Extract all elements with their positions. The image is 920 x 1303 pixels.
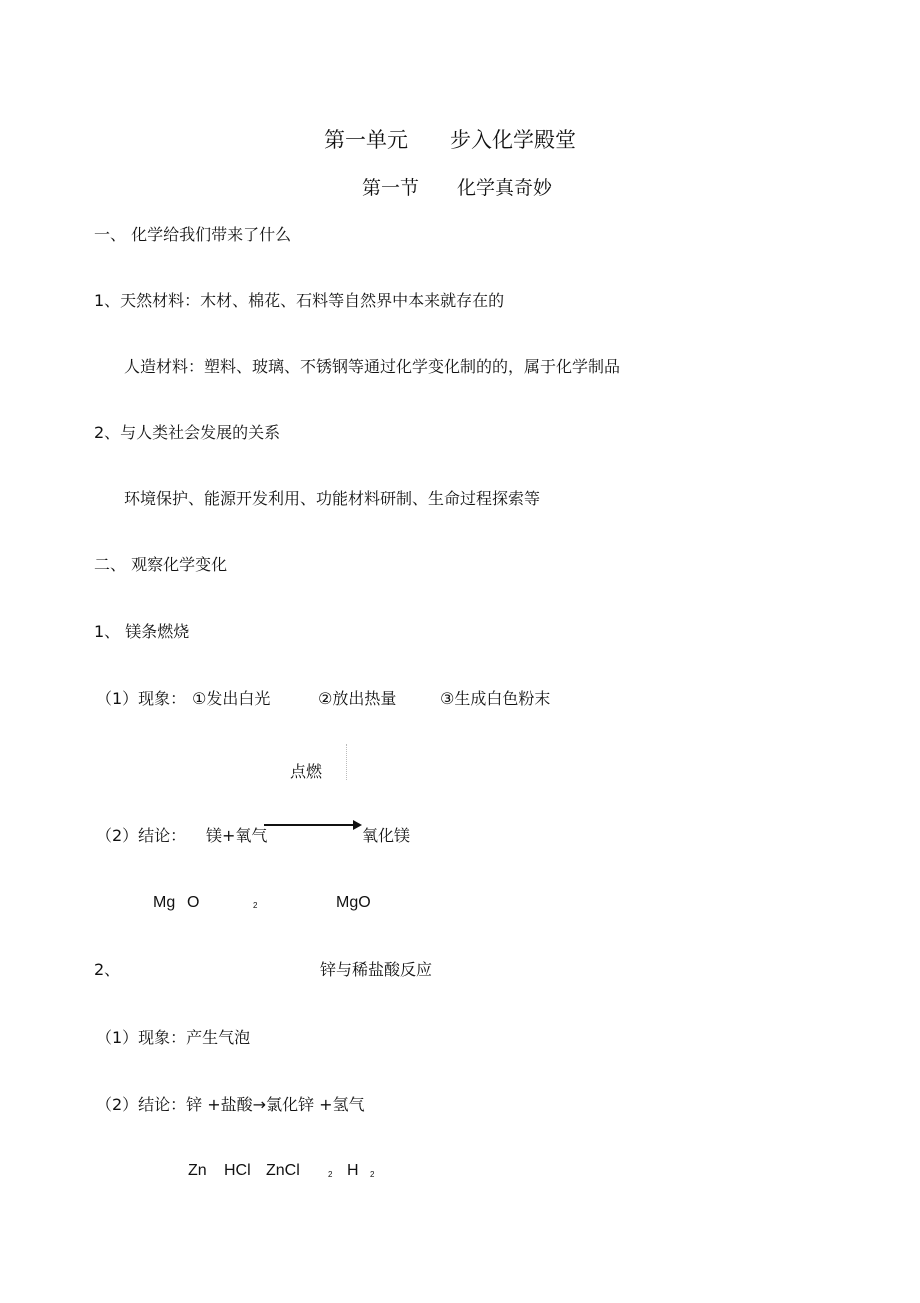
reaction-condition: 点燃 xyxy=(290,762,323,781)
experiment1-product: 氧化镁 xyxy=(362,826,411,845)
experiment1-phenomenon-2: ②放出热量 xyxy=(318,689,397,708)
experiment1-reactants: 镁+氧气 xyxy=(206,826,268,845)
experiment1-title: 1、 镁条燃烧 xyxy=(94,622,190,641)
part1-item2: 2、与人类社会发展的关系 xyxy=(94,423,281,442)
experiment2-number: 2、 xyxy=(94,960,121,979)
formula-zn: Zn xyxy=(188,1162,207,1179)
experiment2-conclusion: （2）结论：锌 +盐酸→氯化锌 +氢气 xyxy=(96,1095,365,1114)
formula-zncl-subscript: 2 xyxy=(328,1170,333,1179)
formula-o-subscript: 2 xyxy=(253,901,258,910)
formula-mgo: MgO xyxy=(336,894,371,911)
formula-mg: Mg xyxy=(153,894,176,911)
part1-item1: 1、天然材料：木材、棉花、石料等自然界中本来就存在的 xyxy=(94,291,505,310)
part1-item1-continued: 人造材料：塑料、玻璃、不锈钢等通过化学变化制的的，属于化学制品 xyxy=(124,357,621,376)
formula-zncl: ZnCl xyxy=(266,1162,300,1179)
document-title: 第一单元 步入化学殿堂 xyxy=(324,128,576,152)
experiment2-title: 锌与稀盐酸反应 xyxy=(320,960,433,979)
experiment1-conclusion-label: （2）结论： xyxy=(96,826,187,845)
experiment2-phenomenon: （1）现象：产生气泡 xyxy=(96,1028,251,1047)
experiment1-phenomenon-label: （1）现象： xyxy=(96,689,187,708)
formula-o: O xyxy=(187,894,200,911)
experiment1-phenomenon-1: ①发出白光 xyxy=(192,689,271,708)
scan-mark xyxy=(346,744,347,780)
part2-heading: 二、 观察化学变化 xyxy=(94,555,228,574)
formula-hcl: HCl xyxy=(224,1162,251,1179)
reaction-arrow xyxy=(264,824,360,826)
part1-heading: 一、 化学给我们带来了什么 xyxy=(94,225,292,244)
formula-h: H xyxy=(347,1162,359,1179)
section-title: 第一节 化学真奇妙 xyxy=(362,177,553,199)
experiment1-phenomenon-3: ③生成白色粉末 xyxy=(440,689,551,708)
part1-item2-continued: 环境保护、能源开发利用、功能材料研制、生命过程探索等 xyxy=(124,489,541,508)
formula-h-subscript: 2 xyxy=(370,1170,375,1179)
